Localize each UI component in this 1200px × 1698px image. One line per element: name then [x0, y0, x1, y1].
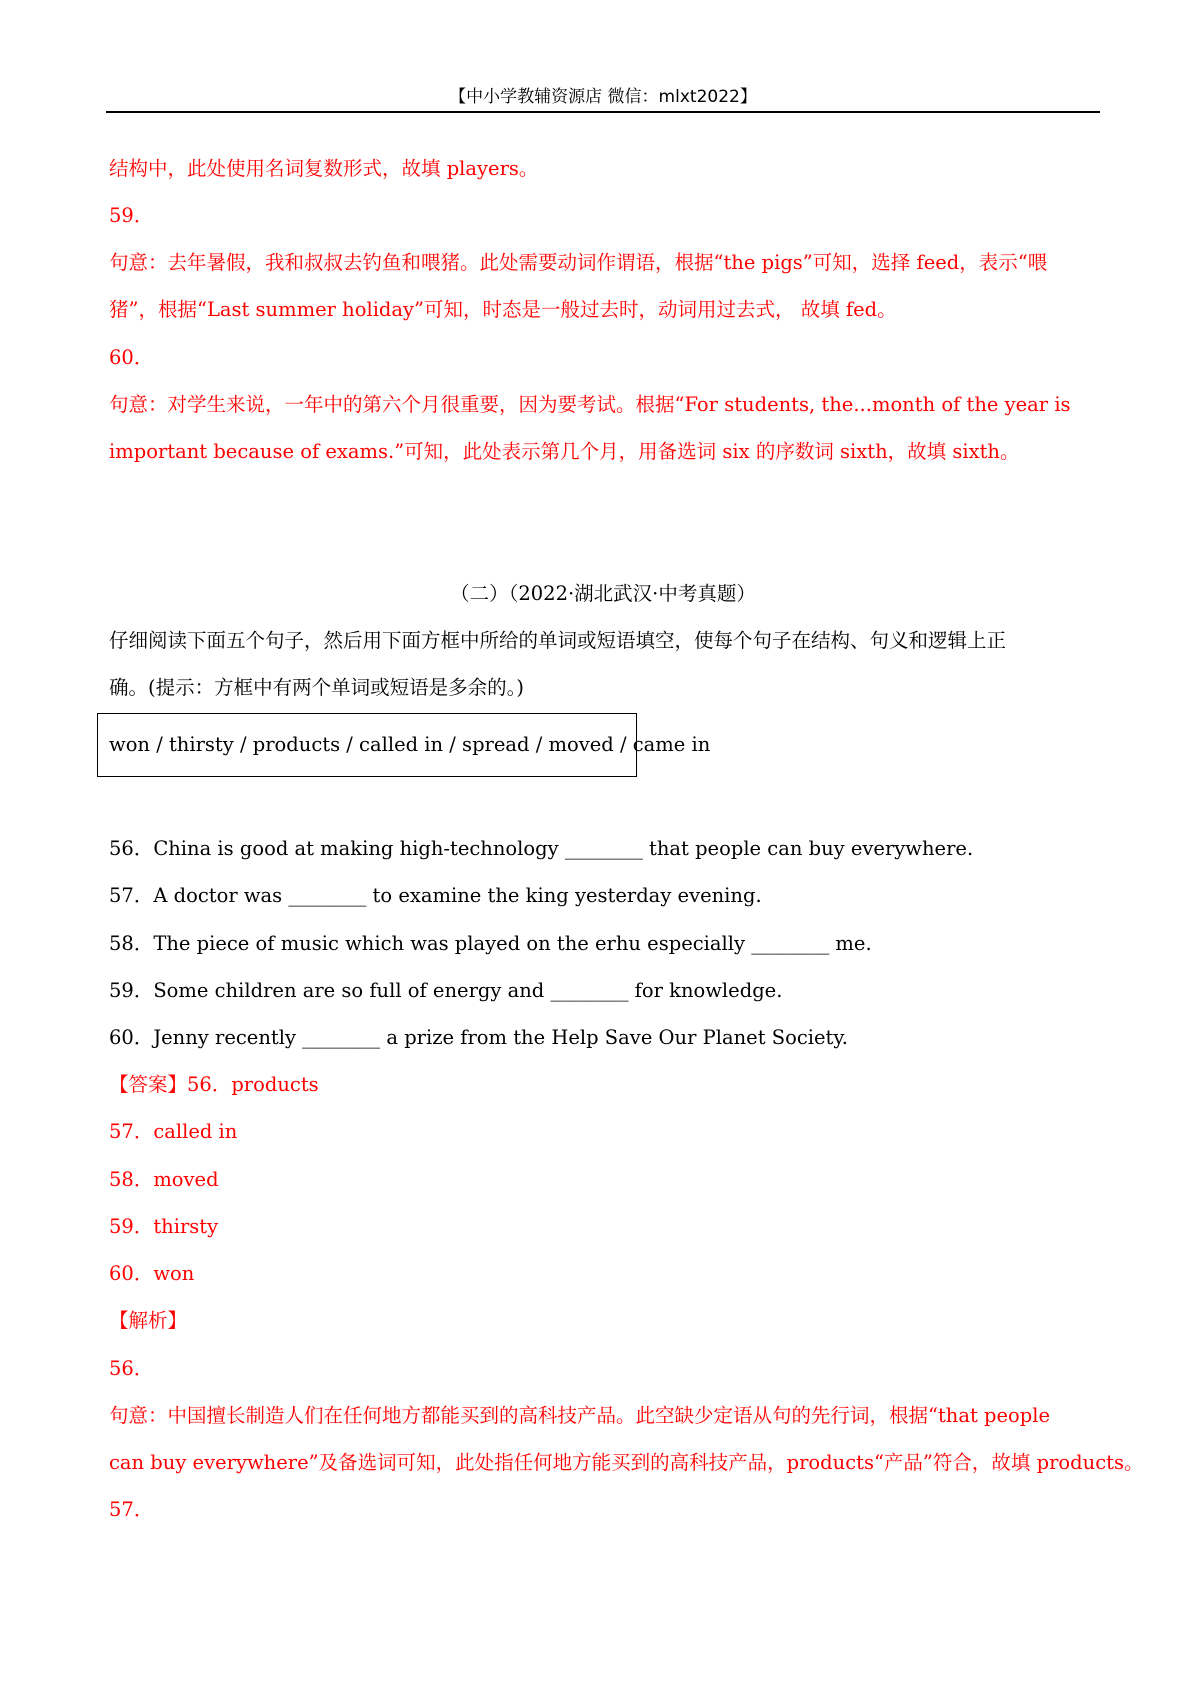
- answer-57: 57．called in: [109, 1120, 238, 1143]
- analysis-number: 59．: [109, 204, 154, 227]
- question-57: 57．A doctor was ________ to examine the king yesterday evening.: [109, 884, 762, 907]
- analysis-line: 句意：去年暑假，我和叔叔去钓鱼和喂猪。此处需要动词作谓语，根据“the pigs”可知，选择 feed，表示“喂: [109, 251, 1048, 274]
- answer-56: 【答案】56．products: [109, 1073, 319, 1096]
- answer-59: 59．thirsty: [109, 1215, 219, 1238]
- analysis-line: 结构中，此处使用名词复数形式，故填 players。: [109, 157, 539, 180]
- answer-58: 58．moved: [109, 1168, 219, 1191]
- question-56: 56．China is good at making high-technology ________ that people can buy everywhere.: [109, 837, 974, 860]
- word-box: won / thirsty / products / called in / spread / moved / came in: [97, 713, 637, 777]
- header-rule: [106, 111, 1100, 113]
- instruction-line: 仔细阅读下面五个句子，然后用下面方框中所给的单词或短语填空，使每个句子在结构、句义和逻辑上正: [109, 629, 1007, 652]
- question-60: 60．Jenny recently ________ a prize from the Help Save Our Planet Society.: [109, 1026, 848, 1049]
- analysis-line: 句意：中国擅长制造人们在任何地方都能买到的高科技产品。此空缺少定语从句的先行词，根据“that people: [109, 1404, 1051, 1427]
- analysis-label: 【解析】: [109, 1309, 188, 1332]
- analysis-number: 57．: [109, 1498, 154, 1521]
- analysis-line: 句意：对学生来说，一年中的第六个月很重要，因为要考试。根据“For students, the...month of the year is: [109, 393, 1071, 416]
- section-title: （二）（2022·湖北武汉·中考真题）: [450, 582, 756, 605]
- answer-60: 60．won: [109, 1262, 195, 1285]
- instruction-line: 确。(提示：方框中有两个单词或短语是多余的。): [109, 676, 524, 699]
- page-header: 【中小学教辅资源店 微信：mlxt2022】: [449, 87, 757, 107]
- question-59: 59．Some children are so full of energy and ________ for knowledge.: [109, 979, 783, 1002]
- analysis-number: 56．: [109, 1357, 154, 1380]
- analysis-line: 猪”，根据“Last summer holiday”可知，时态是一般过去时，动词用过去式， 故填 fed。: [109, 298, 897, 321]
- analysis-line: important because of exams.”可知，此处表示第几个月，用备选词 six 的序数词 sixth，故填 sixth。: [109, 440, 1020, 463]
- analysis-number: 60．: [109, 346, 154, 369]
- analysis-line: can buy everywhere”及备选词可知，此处指任何地方能买到的高科技产品，products“产品”符合，故填 products。: [109, 1451, 1144, 1474]
- question-58: 58．The piece of music which was played on the erhu especially ________ me.: [109, 932, 872, 955]
